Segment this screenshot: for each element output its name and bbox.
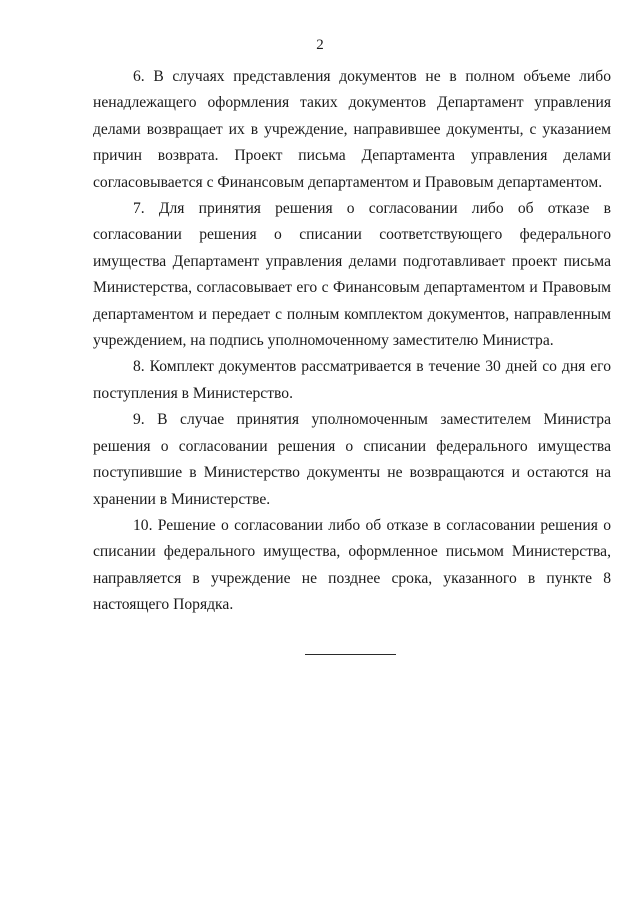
page-number: 2 <box>316 37 324 53</box>
paragraph-8: 8. Комплект документов рассматривается в течение 30 дней со дня его поступления в Министерство. <box>93 358 611 402</box>
paragraph-6: 6. В случаях представления документов не в полном объеме либо ненадлежащего оформления таких документов Департамент управления делами возвращает их в учреждение, направившее документы, с указанием причин возврата. Проект письма Департамента управления делами согласовывается с Финансовым департаментом и Правовым департаментом. <box>93 68 611 191</box>
paragraph-10: 10. Решение о согласовании либо об отказе в согласовании решения о списании федерального имущества, оформленное письмом Министерства, направляется в учреждение не позднее срока, указанного в пункте 8 настоящего Порядка. <box>93 516 611 614</box>
document-body <box>93 64 611 619</box>
paragraph-9: 9. В случае принятия уполномоченным заместителем Министра решения о согласовании решения о списании федерального имущества поступившие в Министерство документы не возвращаются и остаются на хранении в Министерстве. <box>93 411 611 508</box>
paragraph-7: 7. Для принятия решения о согласовании либо об отказе в согласовании решения о списании соответствующего федерального имущества Департамент управления делами подготавливает проект письма Министерства, согласовывает его с Финансовым департаментом и Правовым департаментом и передает с полным комплектом документов, направленным учреждением, на подпись уполномоченному заместителю Министра. <box>93 200 611 350</box>
end-of-document-rule <box>305 654 396 655</box>
